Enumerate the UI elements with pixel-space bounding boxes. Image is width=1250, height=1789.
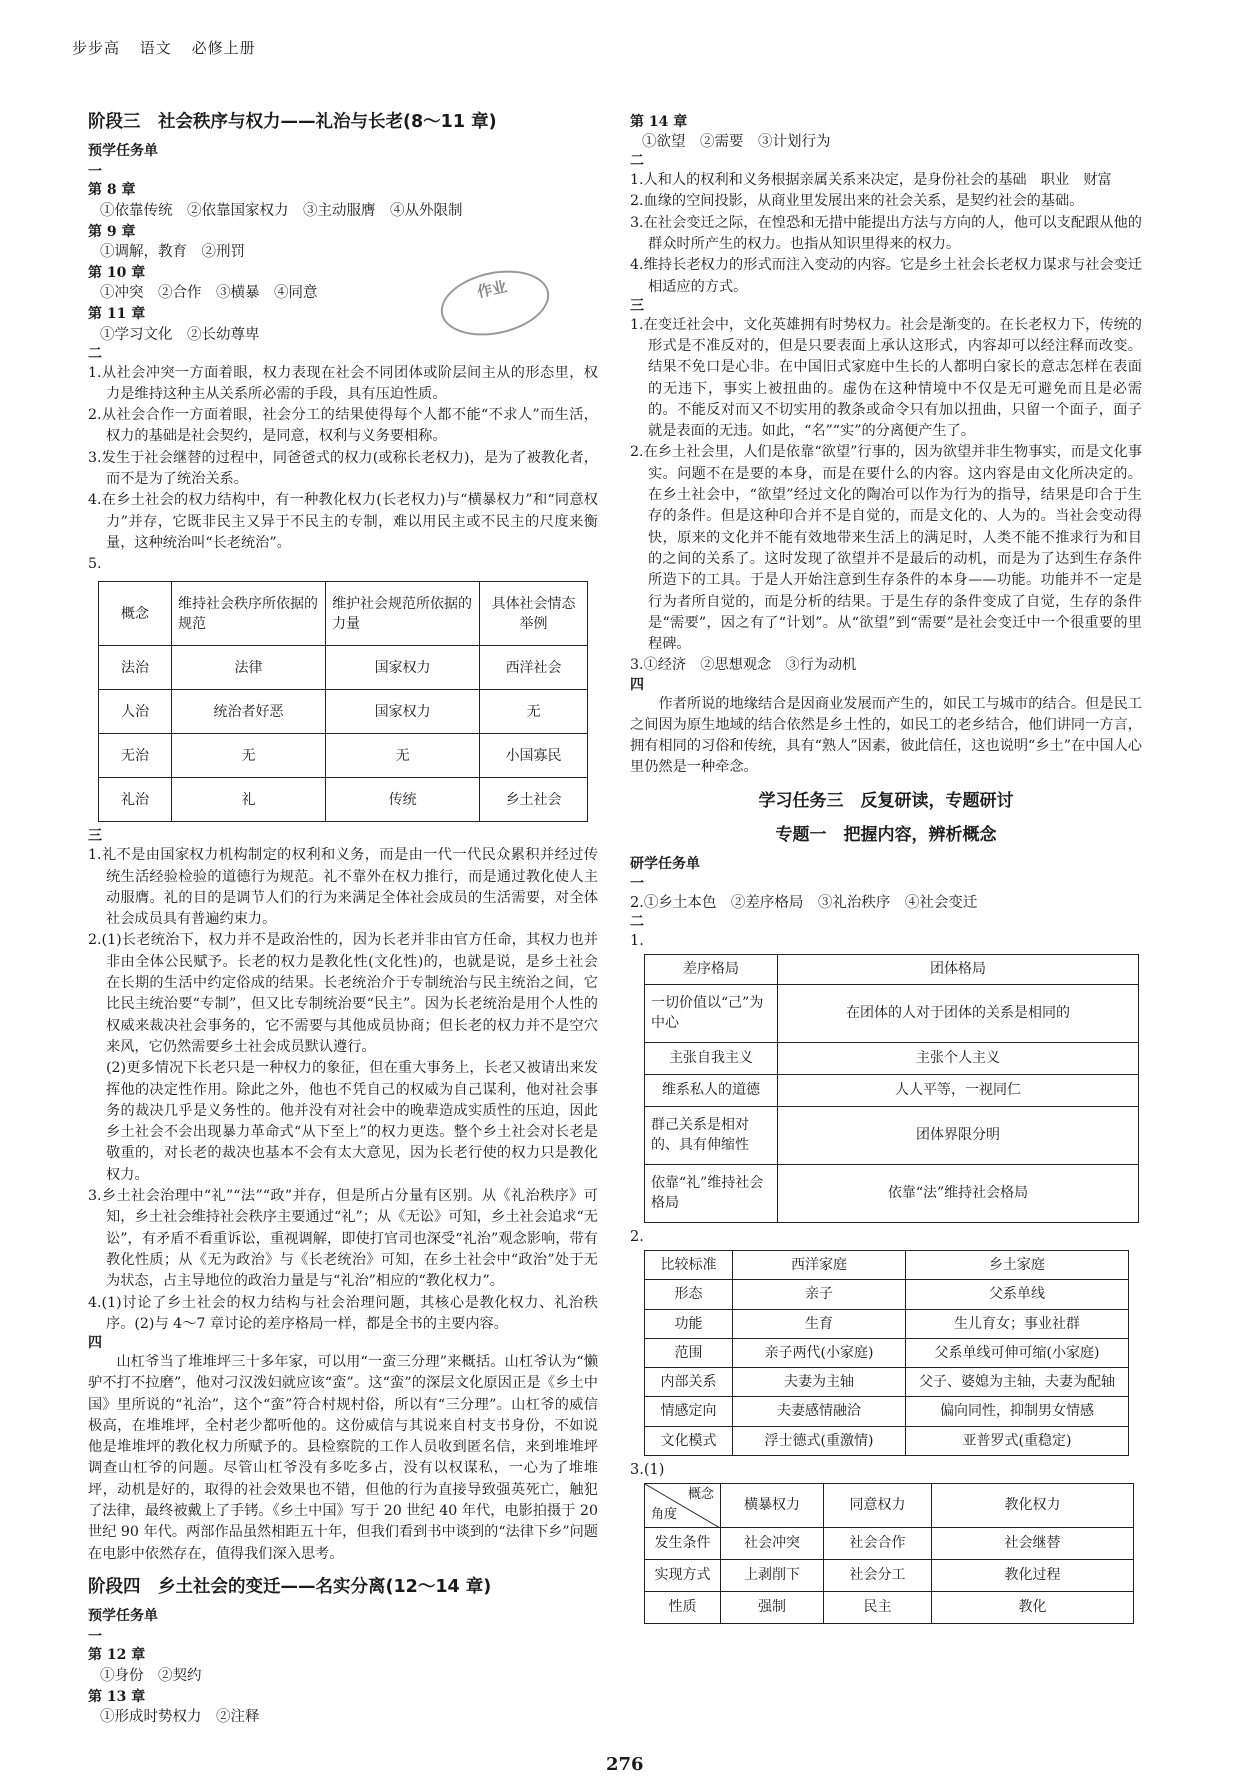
section-marker: 二 xyxy=(88,345,102,362)
table-cell: 亲子两代(小家庭) xyxy=(733,1338,906,1367)
chapter-label: 第 9 章 xyxy=(88,223,136,240)
answer-paragraph: 3.在社会变迁之际，在惶恐和无措中能提出方法与方向的人，他可以支配跟从他的群众时所产生的权力。也指从知识里得来的权力。 xyxy=(630,214,1142,252)
table-row xyxy=(645,1309,1129,1338)
table-cell: 文化模式 xyxy=(645,1426,733,1455)
item-number: 3.(1) xyxy=(630,1462,665,1479)
answer-paragraph: 3.发生于社会继替的过程中，同爸爸式的权力(或称长老权力)，是为了被教化者，而不是为了统治关系。 xyxy=(88,449,598,487)
table-cell: 群己关系是相对的、具有伸缩性 xyxy=(645,1106,778,1164)
table-cell: 亚普罗式(重稳定) xyxy=(906,1426,1129,1455)
answer-paragraph: 4.在乡土社会的权力结构中，有一种教化权力(长老权力)与“横暴权力”和“同意权力”并存，它既非民主又异于不民主的专制，难以用民主或不民主的尺度来衡量，这种统治叫“长老统治”。 xyxy=(88,492,598,551)
section-marker: 二 xyxy=(630,914,644,931)
table-cell: 情感定向 xyxy=(645,1397,733,1426)
stage3-title: 阶段三 社会秩序与权力——礼治与长老(8～11 章) xyxy=(88,112,497,132)
section-marker: 一 xyxy=(630,876,644,893)
table-cell: 夫妻为主轴 xyxy=(733,1368,906,1397)
right-column xyxy=(630,112,1142,1624)
chapter-answers: ①身份 ②契约 xyxy=(100,1667,202,1684)
table-cell: 发生条件 xyxy=(645,1528,721,1560)
pre-task-heading: 预学任务单 xyxy=(88,1608,158,1625)
table-row xyxy=(99,690,588,734)
section-marker: 三 xyxy=(630,297,644,314)
answer-paragraph: 山杠爷当了堆堆坪三十多年家，可以用“一蛮三分理”来概括。山杠爷认为“懒驴不打不拉磨”，他对刁汉泼妇就应该“蛮”。这“蛮”的深层文化原因正是《乡土中国》里所说的“礼治”，这个“蛮”符合村规村俗，所以有“三分理”。山杠爷的威信极高，在堆堆坪，全村老少都听他的。这份威信与其说来自村支书身份，不如说他是堆堆坪的教化权力所赋予的。县检察院的工作人员收到匿名信，来到堆堆坪调查山杠爷的问题。尽管山杠爷没有多吃多占，没有以权谋私，一心为了堆堆坪，动机是好的，取得的社会效果也不错，但他的行为直接导致强英死亡，触犯了法律，最终被戴上了手铐。《乡土中国》写于 20 世纪 40 年代，电影拍摄于 20 世纪 90 年代。两部作品虽然相距五十年，但我们看到书中谈到的“法律下乡”问题在电影中依然存在，值得我们深入思考。 xyxy=(88,1353,598,1562)
table-row xyxy=(645,1397,1129,1426)
table-cell: 父系单线可伸可缩(小家庭) xyxy=(906,1338,1129,1367)
table-row xyxy=(645,1528,1134,1560)
table-cell: 无 xyxy=(172,734,326,778)
chapter-label: 第 13 章 xyxy=(88,1688,146,1705)
table-header-cell: 比较标准 xyxy=(645,1250,733,1279)
table-cell: 国家权力 xyxy=(326,646,480,690)
table-cell: 社会继替 xyxy=(932,1528,1134,1560)
table-cell: 一切价值以“己”为中心 xyxy=(645,984,778,1042)
table-cell: 父系单线 xyxy=(906,1280,1129,1309)
corner-top-label: 概念 xyxy=(687,1487,714,1503)
table-cell: 依靠“法”维持社会格局 xyxy=(778,1164,1139,1222)
table-header-cell: 概念 xyxy=(99,582,172,646)
table-cell: 亲子 xyxy=(733,1280,906,1309)
table-cell: 强制 xyxy=(721,1592,824,1624)
table-cell: 形态 xyxy=(645,1280,733,1309)
chapter-label: 第 10 章 xyxy=(88,265,146,282)
answer-paragraph: 2.(1)长老统治下，权力并不是政治性的，因为长老并非由官方任命，其权力也并非由全体公民赋予。长老的权力是教化性(文化性)的，也就是说，是乡土社会在长期的生活中约定俗成的结果。长老统治介于专制统治与民主统治之间，它比民主统治要“专制”，但又比专制统治要“民主”。因为长老统治是用个人性的权威来裁决社会事务的，它不需要与其他成员协商；但长老的权力并不是空穴来风，它仍然需要乡土社会成员默认遵行。 xyxy=(88,932,598,1055)
table-header-cell: 乡土家庭 xyxy=(906,1250,1129,1279)
table-cell: 教化 xyxy=(932,1592,1134,1624)
chapter-label: 第 8 章 xyxy=(88,182,136,199)
pre-task-heading: 预学任务单 xyxy=(88,143,158,160)
answer-paragraph: 1.从社会冲突一方面着眼，权力表现在社会不同团体或阶层间主从的形态里，权力是维持这种主从关系所必需的手段，具有压迫性质。 xyxy=(88,364,598,402)
chapter-answers: ①欲望 ②需要 ③计划行为 xyxy=(642,134,831,151)
section-marker: 四 xyxy=(630,676,644,693)
table-row xyxy=(645,984,1139,1042)
topic-answers: 2.①乡土本色 ②差序格局 ③礼治秩序 ④社会变迁 xyxy=(630,895,978,912)
answer-paragraph: 1.人和人的权利和义务根据亲属关系来决定，是身份社会的基础 职业 财富 xyxy=(630,172,1112,189)
section-marker: 一 xyxy=(88,163,102,180)
table-cell: 主张自我主义 xyxy=(645,1042,778,1074)
header-book: 步步高 xyxy=(72,39,121,57)
governance-table xyxy=(98,581,588,822)
table-header-cell: 具体社会情态举例 xyxy=(480,582,588,646)
table-cell: 团体界限分明 xyxy=(778,1106,1139,1164)
table-cell: 夫妻感情融洽 xyxy=(733,1397,906,1426)
homework-stamp: 作业 xyxy=(435,261,555,345)
answer-paragraph: 3.乡土社会治理中“礼”“法”“政”并存，但是所占分量有区别。从《礼治秩序》可知，乡土社会维持社会秩序主要通过“礼”；从《无讼》可知，乡土社会追求“无讼”，有矛盾不看重诉讼，重视调解，即使打官司也深受“礼治”观念影响，带有教化性质；从《无为政治》与《长老统治》可知，在乡土社会中“政治”处于无为状态，占主导地位的政治力量是与“礼治”相应的“教化权力”。 xyxy=(88,1188,598,1290)
corner-bottom-label: 角度 xyxy=(651,1507,678,1523)
stage4-title: 阶段四 乡土社会的变迁——名实分离(12～14 章) xyxy=(88,1576,492,1597)
chapter-answers: ①学习文化 ②长幼尊卑 xyxy=(100,326,260,343)
table-header-cell: 维护社会规范所依据的力量 xyxy=(326,582,480,646)
table-row xyxy=(645,1164,1139,1222)
table-row xyxy=(645,1338,1129,1367)
table-header-cell: 差序格局 xyxy=(645,954,778,984)
topic1-title: 专题一 把握内容，辨析概念 xyxy=(775,825,997,846)
table-row xyxy=(99,646,588,690)
answer-paragraph: 2.从社会合作一方面着眼，社会分工的结果使得每个人都不能“不求人”而生活，权力的基础是社会契约，是同意，权利与义务要相称。 xyxy=(88,407,598,445)
study-task-heading: 研学任务单 xyxy=(630,856,700,872)
answer-paragraph: 4.(1)讨论了乡土社会的权力结构与社会治理问题，其核心是教化权力、礼治秩序。(2)与 4～7 章讨论的差序格局一样，都是全书的主要内容。 xyxy=(88,1294,598,1332)
table-header-cell: 同意权力 xyxy=(824,1484,932,1528)
item-number: 2. xyxy=(630,1228,644,1245)
table-cell: 父子、婆媳为主轴，夫妻为配轴 xyxy=(906,1368,1129,1397)
section-marker: 一 xyxy=(88,1628,102,1645)
table-row xyxy=(645,1560,1134,1592)
table-cell: 偏向同性，抑制男女情感 xyxy=(906,1397,1129,1426)
chapter-label: 第 12 章 xyxy=(88,1647,146,1664)
table-header-cell: 教化权力 xyxy=(932,1484,1134,1528)
table-cell: 传统 xyxy=(326,778,480,822)
answer-paragraph: (2)更多情况下长老只是一种权力的象征，但在重大事务上，长老又被请出来发挥他的决定性作用。除此之外，他也不凭自己的权威为自己谋利，他对社会事务的裁决几乎是义务性的。他并没有对社会中的晚辈造成实质性的压迫，因此乡土社会不会出现暴力革命式“从下至上”的权力更迭。整个乡土社会对长老是敬重的，对长老的裁决也基本不会有太大意见，因为长老行使的权力只是教化权力。 xyxy=(106,1060,598,1183)
table-cell: 无 xyxy=(480,690,588,734)
left-column xyxy=(88,108,598,1728)
section-marker: 三 xyxy=(88,828,102,845)
answer-paragraph: 作者所说的地缘结合是因商业发展而产生的，如民工与城市的结合。但是民工之间因为原生地域的结合依然是乡土性的，如民工的老乡结合，他们讲同一方言，拥有相同的习俗和传统，具有“熟人”因素，彼此信任，这也说明“乡土”在中国人心里仍然是一种牵念。 xyxy=(630,695,1142,776)
table-row xyxy=(645,1592,1134,1624)
family-comparison-table xyxy=(644,1250,1129,1456)
item-number: 1. xyxy=(630,932,644,949)
table-cell: 社会合作 xyxy=(824,1528,932,1560)
table-header-cell: 西洋家庭 xyxy=(733,1250,906,1279)
table-row xyxy=(645,1074,1139,1106)
task3-title: 学习任务三 反复研读，专题研讨 xyxy=(758,790,1014,811)
table-cell: 上剥削下 xyxy=(721,1560,824,1592)
answer-paragraph: 1.在变迁社会中，文化英雄拥有时势权力。社会是渐变的。在长老权力下，传统的形式是不准反对的，但是只要表面上承认这形式，内容却可以经注释而改变。结果不免口是心非。在中国旧式家庭中生长的人都明白家长的意志怎样在表面的无违下，事实上被扭曲的。虚伪在这种情境中不仅是无可避免而且是必需的。不能反对而又不切实用的教条或命令只有加以扭曲，只留一个面子，面子就是表面的无违。如此，“名”“实”的分离便产生了。 xyxy=(630,316,1142,440)
chapter-answers: ①冲突 ②合作 ③横暴 ④同意 xyxy=(100,285,318,302)
table-cell: 生育 xyxy=(733,1309,906,1338)
table-header-cell: 团体格局 xyxy=(778,954,1139,984)
table-corner-cell xyxy=(645,1484,721,1528)
table-cell: 无 xyxy=(326,734,480,778)
section-marker: 二 xyxy=(630,153,644,170)
table-row xyxy=(99,734,588,778)
chapter-label: 第 14 章 xyxy=(630,114,688,130)
table-cell: 在团体的人对于团体的关系是相同的 xyxy=(778,984,1139,1042)
table-row xyxy=(645,1042,1139,1074)
chapter-label: 第 11 章 xyxy=(88,306,146,323)
chapter-answers: ①调解，教育 ②刑罚 xyxy=(100,244,245,261)
table-row xyxy=(645,1280,1129,1309)
table-cell: 民主 xyxy=(824,1592,932,1624)
table-row xyxy=(645,1368,1129,1397)
answer-paragraph: 5. xyxy=(88,556,102,573)
table-cell: 社会冲突 xyxy=(721,1528,824,1560)
answer-paragraph: 2.血缘的空间投影，从商业里发展出来的社会关系，是契约社会的基础。 xyxy=(630,193,1084,210)
answer-paragraph: 3.①经济 ②思想观念 ③行为动机 xyxy=(630,657,857,674)
page-number: 276 xyxy=(606,1754,644,1775)
table-cell: 乡土社会 xyxy=(480,778,588,822)
table-cell: 社会分工 xyxy=(824,1560,932,1592)
table-cell: 小国寡民 xyxy=(480,734,588,778)
table-cell: 维系私人的道德 xyxy=(645,1074,778,1106)
table-header-cell: 维持社会秩序所依据的规范 xyxy=(172,582,326,646)
table-cell: 教化过程 xyxy=(932,1560,1134,1592)
power-types-table xyxy=(644,1483,1134,1624)
answer-paragraph: 4.维持长老权力的形式而注入变动的内容。它是乡土社会长老权力谋求与社会变迁相适应的方式。 xyxy=(630,257,1142,295)
table-cell: 人治 xyxy=(99,690,172,734)
table-cell: 无治 xyxy=(99,734,172,778)
table-cell: 法治 xyxy=(99,646,172,690)
table-cell: 实现方式 xyxy=(645,1560,721,1592)
table-cell: 西洋社会 xyxy=(480,646,588,690)
table-cell: 内部关系 xyxy=(645,1368,733,1397)
table-header-cell: 横暴权力 xyxy=(721,1484,824,1528)
table-row xyxy=(645,1426,1129,1455)
table-cell: 范围 xyxy=(645,1338,733,1367)
table-row xyxy=(99,778,588,822)
table-cell: 国家权力 xyxy=(326,690,480,734)
table-cell: 性质 xyxy=(645,1592,721,1624)
section-marker: 四 xyxy=(88,1335,102,1352)
table-cell: 功能 xyxy=(645,1309,733,1338)
table-cell: 统治者好恶 xyxy=(172,690,326,734)
header-subject: 语文 xyxy=(139,39,172,57)
answer-paragraph: 1.礼不是由国家权力机构制定的权利和义务，而是由一代一代民众累积并经过传统生活经验检验的道德行为规范。礼不靠外在权力推行，而是通过教化使人主动服膺。礼的目的是调节人们的行为来满足全体社会成员的生活需要，对全体社会成员具有普遍约束力。 xyxy=(88,847,598,928)
table-cell: 主张个人主义 xyxy=(778,1042,1139,1074)
running-header xyxy=(72,38,270,60)
pattern-comparison-table xyxy=(644,954,1139,1223)
table-row xyxy=(645,1106,1139,1164)
answer-paragraph: 2.在乡土社会里，人们是依靠“欲望”行事的，因为欲望并非生物事实，而是文化事实。问题不在是要的本身，而是在要什么的内容。这内容是由文化所决定的。在乡土社会中，“欲望”经过文化的陶冶可以作为行为的指导，结果是印合于生存的条件。但是这种印合并不是自觉的，而是文化的、人为的。当社会变动得快，原来的文化并不能有效地带来生活上的满足时，人类不能不推求行为和目的之间的关系了。这时发现了欲望并不是最后的动机，而是为了达到生存条件所造下的工具。于是人开始注意到生存条件的本身——功能。功能并不一定是行为者所自觉的，而是分析的结果。于是生存的条件变成了自觉，生存的条件是“需要”，因之有了“计划”。从“欲望”到“需要”是社会变迁中一个很重要的里程碑。 xyxy=(630,444,1142,653)
table-cell: 浮士德式(重激情) xyxy=(733,1426,906,1455)
chapter-answers: ①依靠传统 ②依靠国家权力 ③主动服膺 ④从外限制 xyxy=(100,202,463,219)
table-cell: 人人平等，一视同仁 xyxy=(778,1074,1139,1106)
table-cell: 礼治 xyxy=(99,778,172,822)
table-cell: 依靠“礼”维持社会格局 xyxy=(645,1164,778,1222)
chapter-answers: ①形成时势权力 ②注释 xyxy=(100,1708,260,1725)
table-cell: 生儿育女；事业社群 xyxy=(906,1309,1129,1338)
table-cell: 礼 xyxy=(172,778,326,822)
header-volume: 必修上册 xyxy=(191,39,256,57)
table-cell: 法律 xyxy=(172,646,326,690)
